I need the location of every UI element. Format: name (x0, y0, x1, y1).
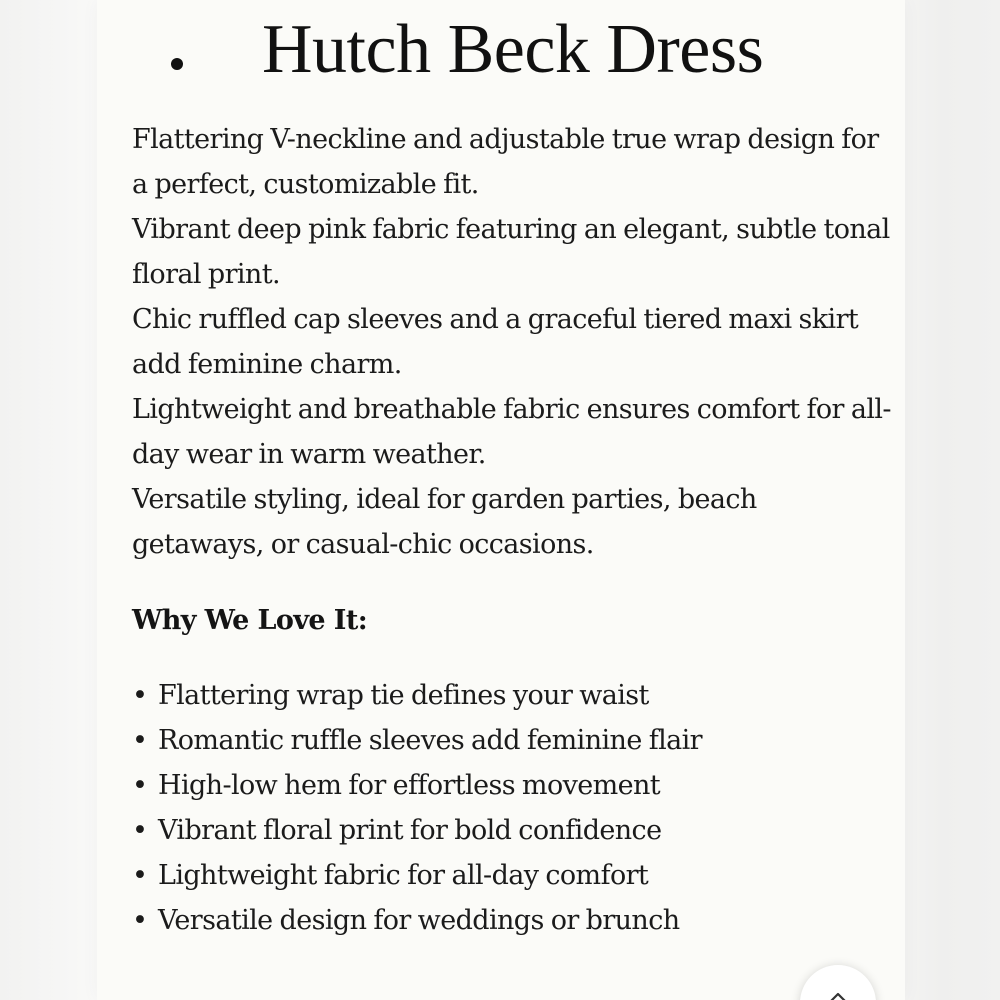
why-we-love-it-heading: Why We Love It: (132, 605, 368, 636)
description-item: Versatile styling, ideal for garden parties, beach getaways, or casual-chic occasions. (132, 484, 757, 560)
list-item-text: Versatile design for weddings or brunch (158, 905, 680, 936)
bullet-icon: • (132, 725, 148, 756)
chevron-up-icon (829, 991, 847, 1000)
list-item (132, 898, 892, 943)
bullet-icon: • (132, 905, 148, 936)
title-bullet (171, 58, 183, 70)
bullet-icon: • (132, 680, 148, 711)
list-item-text: High-low hem for effortless movement (158, 770, 661, 801)
list-item-text: Lightweight fabric for all-day comfort (158, 860, 649, 891)
title-row (97, 0, 905, 110)
bullet-icon: • (132, 770, 148, 801)
list-item (132, 808, 892, 853)
list-item (132, 673, 892, 718)
description-item: Vibrant deep pink fabric featuring an elegant, subtle tonal floral print. (132, 214, 890, 290)
description-item: Lightweight and breathable fabric ensures comfort for all-day wear in warm weather. (132, 394, 891, 470)
list-item (132, 853, 892, 898)
list-item (132, 718, 892, 763)
list-item-text: Flattering wrap tie defines your waist (158, 680, 649, 711)
list-item-text: Vibrant floral print for bold confidence (158, 815, 662, 846)
description-list (132, 117, 892, 567)
page-title: Hutch Beck Dress (262, 11, 764, 88)
description-item: Chic ruffled cap sleeves and a graceful tiered maxi skirt add feminine charm. (132, 304, 859, 380)
description-item: Flattering V-neckline and adjustable true wrap design for a perfect, customizable fit. (132, 124, 879, 200)
list-item-text: Romantic ruffle sleeves add feminine flair (158, 725, 702, 756)
bullet-icon: • (132, 860, 148, 891)
why-we-love-it-list (132, 673, 892, 943)
bullet-icon: • (132, 815, 148, 846)
list-item (132, 763, 892, 808)
product-description-panel (97, 0, 905, 1000)
